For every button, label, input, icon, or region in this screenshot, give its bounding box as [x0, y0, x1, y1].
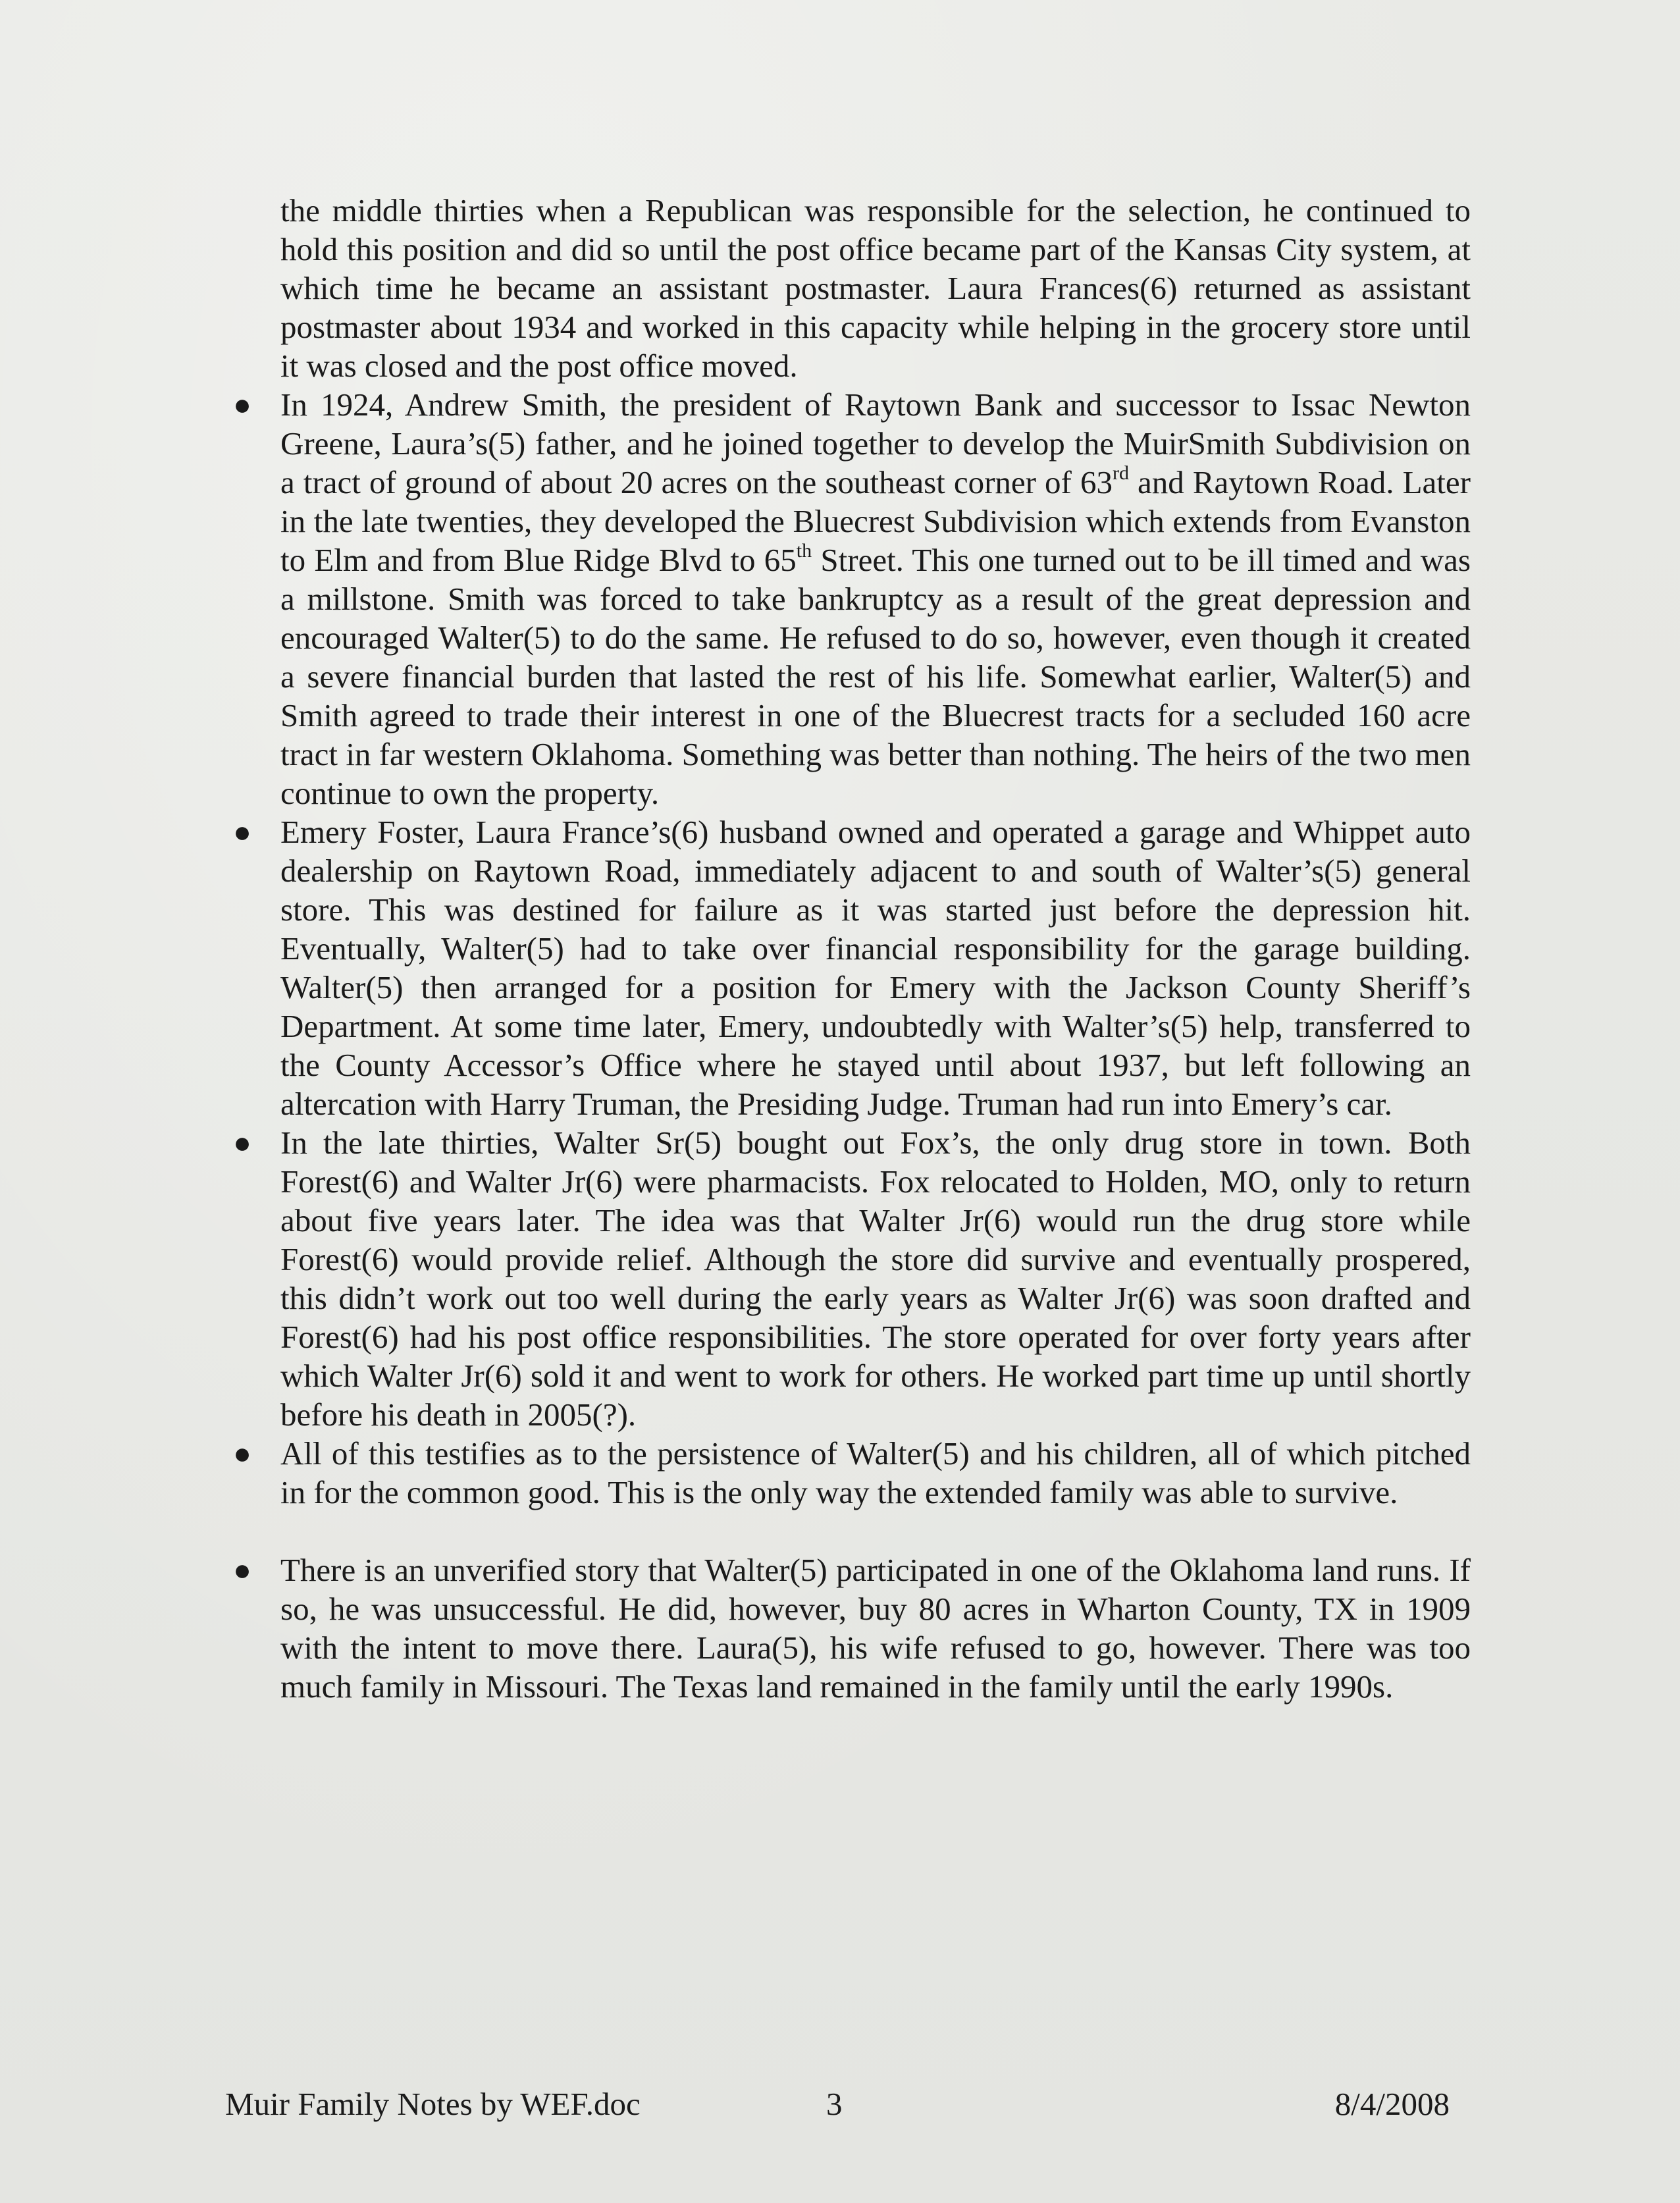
bullet-icon: ●	[233, 1126, 251, 1159]
body-text	[233, 191, 1471, 1706]
ordinal-suffix: rd	[1112, 462, 1129, 484]
bullet-text: Emery Foster, Laura France’s(6) husband owned and operated a garage and Whippet auto dealership on Raytown Road, immediately adjacent to and south of Walter’s(5) general store. This was destined for failure as it was started just before the depression hit. Eventually, Walter(5) had to take over financial responsibility for the garage building. Walter(5) then arranged for a position for Emery with the Jackson County Sheriff’s Department. At some time later, Emery, undoubtedly with Walter’s(5) help, transferred to the County Accessor’s Office where he stayed until about 1937, but left following an altercation with Harry Truman, the Presiding Judge. Truman had run into Emery’s car.	[280, 814, 1471, 1122]
bullet-text: In the late thirties, Walter Sr(5) bought out Fox’s, the only drug store in town. Both Forest(6) and Walter Jr(6) were pharmacists. Fox relocated to Holden, MO, only to return about five years later. The idea was that Walter Jr(6) would run the drug store while Forest(6) would provide relief. Although the store did survive and eventually prospered, this didn’t work out too well during the early years as Walter Jr(6) was soon drafted and Forest(6) had his post office responsibilities. The store operated for over forty years after which Walter Jr(6) sold it and went to work for others. He worked part time up until shortly before his death in 2005(?).	[280, 1125, 1471, 1433]
intro-paragraph: the middle thirties when a Republican was responsible for the selection, he continued to hold this position and did so until the post office became part of the Kansas City system, at which time he became an assistant postmaster. Laura Frances(6) returned as assistant postmaster about 1934 and worked in this capacity while helping in the grocery store until it was closed and the post office moved.	[280, 192, 1471, 384]
ordinal-suffix: th	[796, 539, 812, 562]
page-footer	[225, 2084, 1450, 2124]
bullet-item-emery-foster	[233, 812, 1471, 1123]
footer-page-number: 3	[826, 2086, 843, 2122]
bullet-item-persistence	[233, 1434, 1471, 1512]
bullet-list	[233, 385, 1471, 1706]
bullet-icon: ●	[233, 1437, 251, 1470]
bullet-text: There is an unverified story that Walter(5) participated in one of the Oklahoma land runs. If so, he was unsuccessful. He did, however, buy 80 acres in Wharton County, TX in 1909 with the intent to move there. Laura(5), his wife refused to go, however. There was too much family in Missouri. The Texas land remained in the family until the early 1990s.	[280, 1552, 1471, 1705]
bullet-icon: ●	[233, 1553, 251, 1587]
bullet-text-part: and Raytown Road. Later in the late twenties, they developed the Bluecrest Subdivision which extends from Evanston to Elm and from Blue Ridge Blvd to 65	[280, 464, 1471, 578]
bullet-item-oklahoma-land	[233, 1551, 1471, 1706]
bullet-text-part: In 1924, Andrew Smith, the president of Raytown Bank and successor to Issac Newton Greene, Laura’s(5) father, and he joined together to develop the MuirSmith Subdivision on a tract of ground of about 20 acres on the southeast corner of 63	[280, 386, 1471, 500]
bullet-text-part: Street. This one turned out to be ill timed and was a millstone. Smith was forced to take bankruptcy as a result of the great depression and encouraged Walter(5) to do the same. He refused to do so, however, even though it created a severe financial burden that lasted the rest of his life. Somewhat earlier, Walter(5) and Smith agreed to trade their interest in one of the Bluecrest tracts for a secluded 160 acre tract in far western Oklahoma. Something was better than nothing. The heirs of the two men continue to own the property.	[280, 542, 1471, 811]
bullet-item-drug-store	[233, 1123, 1471, 1434]
bullet-text: All of this testifies as to the persistence of Walter(5) and his children, all of which pitched in for the common good. This is the only way the extended family was able to survive.	[280, 1435, 1471, 1510]
bullet-item-subdivision	[233, 385, 1471, 812]
footer-date: 8/4/2008	[1334, 2086, 1450, 2122]
blank-line	[280, 1512, 1471, 1551]
footer-document-name: Muir Family Notes by WEF.doc	[225, 2086, 641, 2122]
bullet-icon: ●	[233, 388, 251, 421]
bullet-icon: ●	[233, 815, 251, 849]
